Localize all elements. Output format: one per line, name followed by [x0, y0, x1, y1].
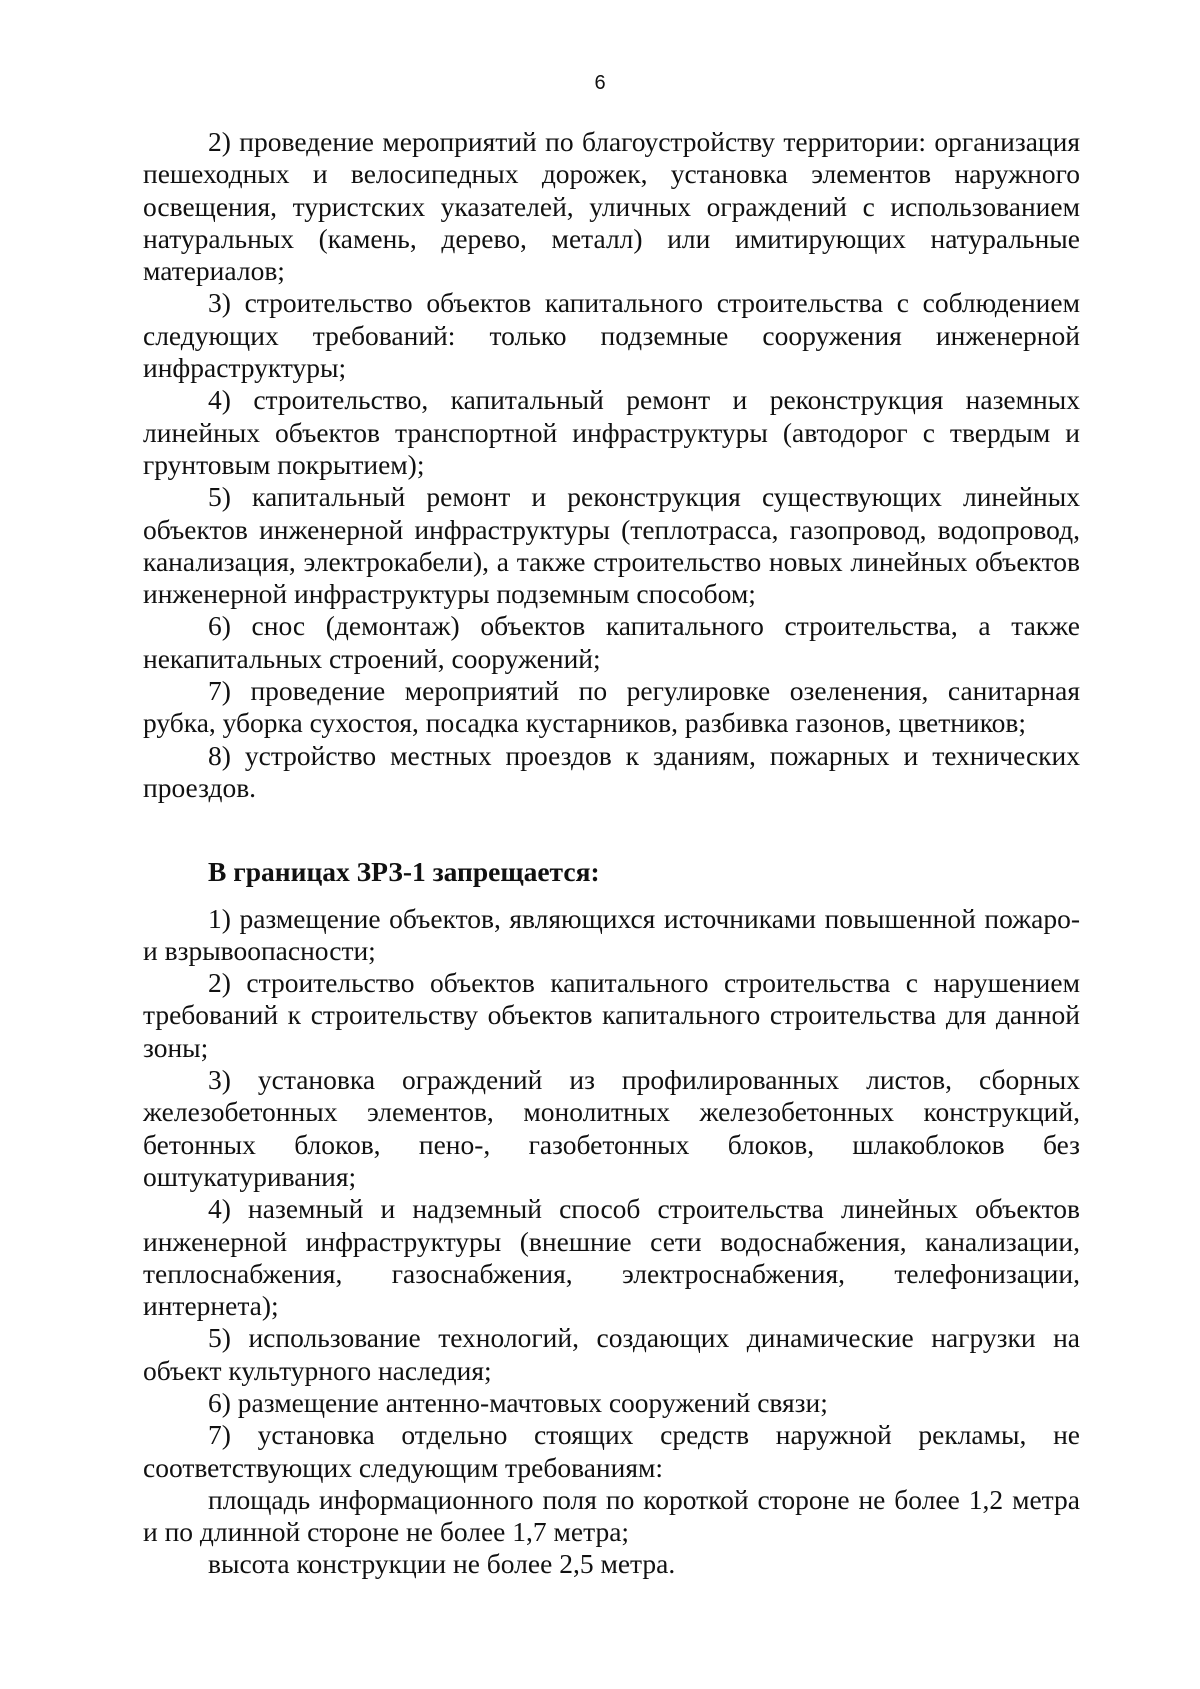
list-item: 6) снос (демонтаж) объектов капитального строительства, а также некапитальных строений, сооружений; — [143, 610, 1080, 674]
section-heading: В границах ЗРЗ-1 запрещается: — [208, 856, 600, 888]
list-item: 7) установка отдельно стоящих средств наружной рекламы, не соответствующих следующим требованиям: — [143, 1419, 1080, 1483]
list-item: 3) установка ограждений из профилированных листов, сборных железобетонных элементов, монолитных железобетонных конструкций, бетонных блоков, пено-, газобетонных блоков, шлакоблоков без оштукатуривания; — [143, 1064, 1080, 1192]
list-item: 7) проведение мероприятий по регулировке озеленения, санитарная рубка, уборка сухостоя, посадка кустарников, разбивка газонов, цветников; — [143, 675, 1080, 739]
list-item: 1) размещение объектов, являющихся источниками повышенной пожаро- и взрывоопасности; — [143, 902, 1080, 966]
list-item: 5) использование технологий, создающих динамические нагрузки на объект культурного наследия; — [143, 1322, 1080, 1386]
list-item: 8) устройство местных проездов к зданиям, пожарных и технических проездов. — [143, 739, 1080, 803]
list-item: высота конструкции не более 2,5 метра. — [208, 1548, 676, 1580]
list-item: 3) строительство объектов капитального строительства с соблюдением следующих требований: только подземные сооружения инженерной инфраструктуры; — [143, 287, 1080, 384]
list-item: площадь информационного поля по короткой стороне не более 1,2 метра и по длинной стороне не более 1,7 метра; — [143, 1483, 1080, 1548]
prohibited-activities-list — [143, 903, 1080, 1581]
list-item: 2) строительство объектов капитального строительства с нарушением требований к строительству объектов капитального строительства для данной зоны; — [143, 967, 1080, 1063]
list-item: 4) наземный и надземный способ строительства линейных объектов инженерной инфраструктуры (внешние сети водоснабжения, канализации, теплоснабжения, газоснабжения, электроснабжения, телефонизации, интернета); — [143, 1193, 1080, 1322]
list-item: 6) размещение антенно-мачтовых сооружений связи; — [208, 1386, 828, 1418]
list-item: 5) капитальный ремонт и реконструкция существующих линейных объектов инженерной инфраструктуры (теплотрасса, газопровод, водопровод, канализация, электрокабели), а также строительство новых линейных объектов инженерной инфраструктуры подземным способом; — [143, 481, 1080, 610]
list-item: 2) проведение мероприятий по благоустройству территории: организация пешеходных и велосипедных дорожек, установка элементов наружного освещения, туристских указателей, уличных ограждений с использованием натуральных (камень, дерево, металл) или имитирующих натуральные материалов; — [143, 126, 1080, 287]
list-item: 4) строительство, капитальный ремонт и реконструкция наземных линейных объектов транспортной инфраструктуры (автодорог с твердым и грунтовым покрытием); — [143, 384, 1080, 480]
page-number: 6 — [594, 72, 606, 94]
permitted-activities-list — [143, 126, 1080, 804]
document-body — [143, 126, 1080, 1581]
